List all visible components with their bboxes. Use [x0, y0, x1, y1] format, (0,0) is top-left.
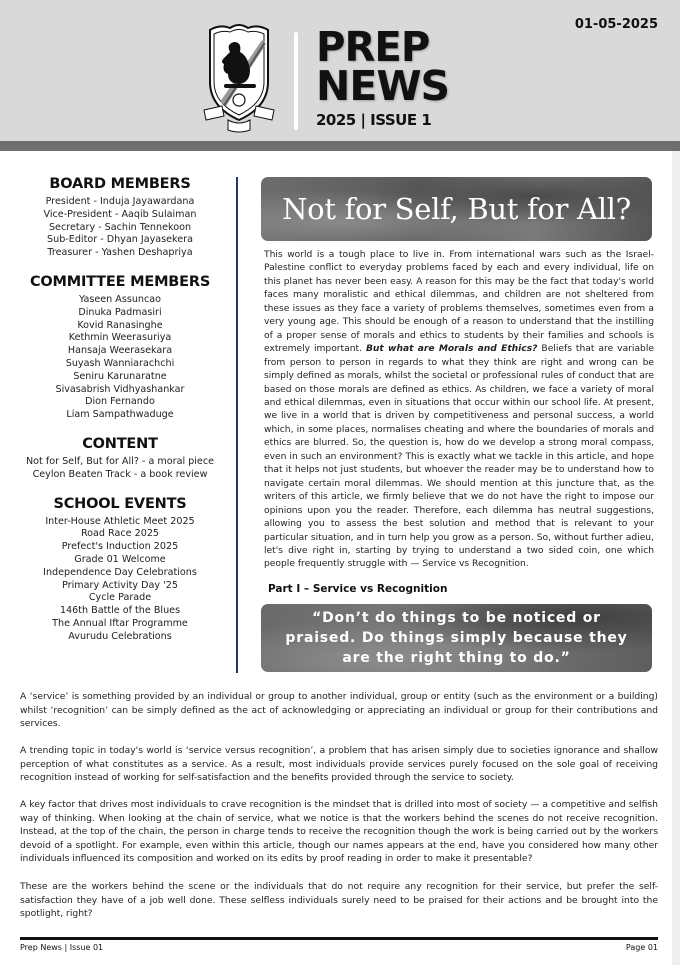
- list-item: Inter-House Athletic Meet 2025: [45, 515, 195, 527]
- list-item: Prefect's Induction 2025: [61, 541, 179, 553]
- article-paragraph: These are the workers behind the scene or the individuals that do not require any recognition for their service, but prefer the self-satisfaction they have of a job well done. These selfless individuals surely need to be praised for their actions and be brought into the spotlight, right?: [20, 881, 658, 919]
- list-item: President - Induja Jayawardana: [45, 196, 195, 207]
- part-heading: Part I – Service vs Recognition: [268, 583, 448, 595]
- sidebar: [12, 176, 228, 658]
- list-item: Secretary - Sachin Tennekoon: [48, 221, 192, 233]
- article-paragraph: A key factor that drives most individuals to crave recognition is the mindset that is drilled into most of society — a competitive and selfish way of thinking. When looking at the chain of service, what we notice is that the workers behind the scenes do not receive recognition. Instead, at the top of the chain, the person in charge tends to receive the recognition though the work is being carried out by the workers devoid of a spotlight. For example, even within this article, though our names appears at the end, have you considered how many other individuals influenced its composition and worked on its edits by proof reading in order to make it presentable?: [20, 799, 658, 864]
- content-section: [12, 436, 228, 482]
- section-heading: CONTENT: [82, 435, 158, 452]
- list-item: Independence Day Celebrations: [43, 566, 197, 578]
- masthead-bar: [0, 141, 680, 151]
- masthead-divider: [294, 32, 298, 130]
- content-list: [12, 456, 228, 482]
- list-item: Treasurer - Yashen Deshapriya: [47, 247, 193, 259]
- list-item: 146th Battle of the Blues: [59, 605, 181, 617]
- article-paragraph: A ‘service’ is something provided by an individual or group to another individual, group or entity (such as the environment or a building) whilst ‘recognition’ can be simply defined as the act of acknowledging or appreciating an individual or group for their contributions and services.: [20, 691, 658, 729]
- intro-emphasis: But what are Morals and Ethics?: [365, 344, 538, 355]
- list-item: Grade 01 Welcome: [74, 553, 166, 565]
- list-item: Kovid Ranasinghe: [77, 319, 163, 331]
- school-crest-icon: [200, 22, 278, 134]
- footer-publication: Prep News | Issue 01: [20, 943, 104, 952]
- article-intro: [264, 249, 654, 572]
- intro-text-2: Beliefs that are variable from person to person in regards to what they think are right and wrong can be simply defined as morals, whilst the societal or professional rules of conduct that are based on those morals are defined as ethics. As children, we face a variety of moral and ethical dilemmas, even in situations that occur within our school life. At present, we live in a world that is driven by competitiveness and personal success, a world which, in some places, normalises cheating and where the boundaries of morals and ethics are blurred. So, the question is, how do we develop a strong moral compass, even in such an environment? This is exactly what we tackle in this article, and hope that it helps not just students, but whoever the reader may be to understand how to navigate certain moral dilemmas. We should mention at this juncture that, as the writers of this article, we firmly believe that we do not have the right to impose our opinions upon you the reader. Therefore, each dilemma has neutral suggestions, allowing you to assess the best solution and method that is relevant to your particular situation, and in turn help you grow as a person. So, without further adieu, let's dive right in, starting by trying to understand a two sided coin, one which people frequently struggle with — Service vs Recognition.: [264, 344, 654, 570]
- section-heading: BOARD MEMBERS: [49, 176, 191, 192]
- issue-label: 2025 | ISSUE 1: [316, 111, 432, 129]
- article-title-banner: [261, 177, 652, 241]
- list-item: Vice-President - Aaqib Sulaiman: [43, 208, 197, 220]
- list-item: Suyash Wanniarachchi: [65, 357, 175, 369]
- board-members-section: [12, 176, 228, 260]
- list-item: Ceylon Beaten Track - a book review: [32, 468, 208, 480]
- list-item: Hansaja Weerasekara: [67, 345, 173, 357]
- issue-date: 01-05-2025: [574, 17, 658, 32]
- school-events-list: [12, 516, 228, 644]
- article-title: Not for Self, But for All?: [282, 192, 631, 226]
- pull-quote: “Don’t do things to be noticed or praised. Do things simply because they are the right thing to do.”: [285, 610, 628, 666]
- list-item: Dion Fernando: [85, 396, 155, 408]
- list-item: Sivasabrish Vidhyashankar: [55, 383, 185, 395]
- footer-page-number: Page 01: [625, 943, 658, 952]
- committee-members-list: [12, 294, 228, 422]
- section-heading: COMMITTEE MEMBERS: [29, 273, 211, 290]
- brand-title: [316, 23, 450, 110]
- list-item: Kethmin Weerasuriya: [68, 332, 172, 344]
- list-item: Seniru Karunaratne: [73, 370, 167, 382]
- school-events-section: [12, 496, 228, 644]
- board-members-list: [12, 196, 228, 260]
- list-item: Cycle Parade: [88, 592, 152, 604]
- list-item: Primary Activity Day '25: [62, 579, 178, 591]
- sidebar-divider: [236, 177, 238, 673]
- list-item: Road Race 2025: [80, 528, 160, 540]
- pull-quote-banner: [261, 604, 652, 672]
- list-item: Liam Sampathwaduge: [66, 409, 174, 421]
- list-item: Dinuka Padmasiri: [78, 306, 162, 318]
- list-item: Sub-Editor - Dhyan Jayasekera: [47, 234, 193, 246]
- footer-rule: [20, 937, 658, 940]
- article-paragraph: A trending topic in today's world is ‘service versus recognition’, a problem that has arisen simply due to societies ignorance and shallow perception of what constitutes as a service. As a result, most individuals provide services purely focused on the sole goal of receiving recognition instead of working for self-satisfaction and the benefits provided through the service to society.: [20, 745, 658, 783]
- committee-members-section: [12, 274, 228, 422]
- list-item: Avurudu Celebrations: [68, 630, 172, 642]
- brand-line-1: PREP: [316, 23, 430, 71]
- list-item: The Annual Iftar Programme: [52, 617, 188, 629]
- brand-line-2: NEWS: [316, 62, 450, 110]
- intro-text-1: This world is a tough place to live in. From international wars such as the Israel-Palestine conflict to everyday problems faced by each and every individual, life on this planet has never been easy. A reason for this may be the fact that today's world faces many moralistic and ethical dilemmas, and children are not sheltered from these issues as they face a variety of problems themselves, sometimes even from a very young age. This should be enough of a reason to understand that the instilling of a proper sense of morals and ethics to students by their families and schools is extremely important.: [264, 250, 654, 355]
- list-item: Yaseen Assuncao: [78, 293, 162, 305]
- list-item: Not for Self, But for All? - a moral piece: [25, 455, 214, 467]
- section-heading: SCHOOL EVENTS: [53, 495, 187, 512]
